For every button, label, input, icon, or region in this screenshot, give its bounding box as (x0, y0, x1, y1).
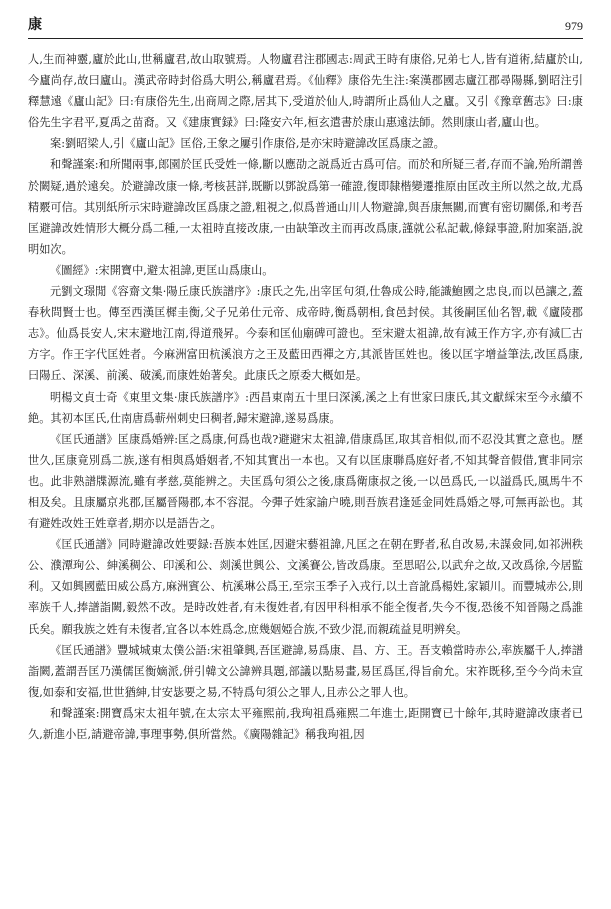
header-rule (28, 38, 583, 39)
paragraph: 《圖經》:宋開寶中,避太祖諱,更匡山爲康山。 (50, 263, 274, 277)
header-title: 康 (28, 17, 43, 33)
running-header (28, 10, 583, 34)
paragraph: 《匡氏通譜》匡康爲婚辨:匡之爲康,何爲也哉?避避宋太祖諱,借康爲匡,取其音相似,而不忍没其實之意也。歷世久,匡康竟別爲二族,遂有相與爲婚姻者,不知其實出一本也。又有以匡康聯爲庭好者,不知其聲音假借,實非同宗也。此非熟譜牒源流,雖有孝慈,莫能辨之。夫匡爲句須公之後,康爲衛康叔之後,一以邑爲氏,一以謚爲氏,風馬牛不相及矣。且康屬京兆郡,匡屬晉陽郡,本不容混。今彈子姓家諭户曉,則吾族君逢延金同姓爲婚之辱,可無再訟也。其有避姓改姓王姓章者,期亦以是語告之。 (28, 432, 583, 531)
paragraph: 案:劉昭梁人,引《廬山記》匡俗,王象之屢引作康俗,是亦宋時避諱改匡爲康之證。 (50, 137, 445, 151)
paragraph: 和聲謹案:和所聞兩事,郎園於匡氏受姓一條,斷以應劭之説爲近古爲可信。而於和所疑三者,存而不論,殆所謂善於闕疑,過於遠矣。於避諱改康一條,考核甚詳,既斷以鄧說爲第一確證,復即隸楷變遷推原由匡改主所以然之故,尤爲精覈可信。其別紙所示宋時避諱改匡爲康之證,粗視之,似爲普通山川人物避諱,與吾康無關,而實有密切關係,和考吾匡避諱改姓情形大概分爲二種,一太祖時直接改康,一由缺筆改主而再改爲康,謹就公私記載,條録事證,附加案語,說明如次。 (28, 158, 583, 256)
paragraph: 人,生而神靈,廬於此山,世稱廬君,故山取號焉。人物廬君注郡國志:周武王時有康俗,兄弟七人,皆有道術,結廬於山,今廬尚存,故曰廬山。漢武帝時封俗爲大明公,稱廬君焉。《仙釋》康俗先生注:案漢郡國志廬江郡尋陽縣,劉昭注引釋慧遠《廬山記》曰:有康俗先生,出商周之際,居其下,受道於仙人,時謂所止爲仙人之廬。又引《豫章舊志》曰:康俗先生字君平,夏禹之苗裔。又《建康實録》曰:隆安六年,桓玄遣書於康山惠遠法師。然則康山者,廬山也。 (28, 53, 583, 130)
page-number: 979 (565, 19, 583, 33)
paragraph: 《匡氏通譜》同時避諱改姓要録:吾族本姓匡,因避宋藝祖諱,凡匡之在朝在野者,私自改易,未謀僉同,如祁洲秩公、濮潭珣公、紳溪稠公、印溪和公、剡溪世興公、文溪賽公,皆改爲康。至思昭公,以武弁之故,又改爲徐,今居監利。又如興國藍田威公爲方,麻洲賓公、杭溪琳公爲王,至宗玉季子入戎行,以土音訛爲楊姓,家穎川。而豐城赤公,則率族千人,捧譜詣闕,毅然不改。是時改姓者,有未復姓者,有因甲科相承不能全復者,失今不復,恐後不知晉陽之爲誰氏矣。願我族之姓有未復者,宜各以本姓爲念,庶幾姻婭合族,不致少混,而親疏益見明辨矣。 (28, 538, 583, 636)
body-text (28, 49, 583, 745)
paragraph: 明楊文貞士奇《東里文集·康氏族譜序》:西昌東南五十里曰深溪,溪之上有世家曰康氏,其文獻綵宋至今永續不絶。其初本匡氏,仕南唐爲蕲州刺史曰稠者,歸宋避諱,遂易爲康。 (28, 390, 583, 425)
paragraph: 元劉文璟閒《容齋文集·陽丘康氏族譜序》:康氏之先,出宰匡句須,仕魯成公時,能識鮑國之忠良,而以邑讓之,蓋春秋問賢士也。傳至西漢匡樨圭衡,父子兄弟仕元帝、成帝時,衡爲朝相,食邑封侯。其後嗣匡仙名智,載《廬陵郡志》。仙爲長安人,宋末避地江南,得道飛昇。今泰和匡仙廟碑可證也。至宋避太祖諱,故有減王作方字,亦有減匚古方字。作王字代匡姓者。今麻洲富田杭溪浪方之王及藍田西禪之方,其派皆匡姓也。後以匡字增益筆法,改匡爲康,曰陽丘、深溪、前溪、破溪,而康姓始著矣。此康氏之原委大概如是。 (28, 285, 583, 383)
paragraph: 《匡氏通譜》豐城城東太僕公語:宋祖肇興,吾匡避諱,易爲康、昌、方、王。吾支賴當時赤公,率族屬千人,捧譜詣闕,蓋謂吾匡乃漢儒匡衡嫡派,併引韓文公諱辨具題,部議以點易畫,易匡爲匡,得旨俞允。宋祚既移,至今今尚未宣復,如泰和安福,世世猶紳,甘安毖要之易,不特爲句須公之罪人,且赤公之罪人也。 (28, 643, 583, 699)
paragraph: 和聲謹案:開寶爲宋太祖年號,在太宗太平雍熙前,我珣祖爲雍熙二年進士,距開寶已十餘年,其時避諱改康者已久,新進小臣,請避帝諱,事理事勢,俱所當然。《廣陽雜記》稱我珣祖,因 (28, 706, 583, 741)
